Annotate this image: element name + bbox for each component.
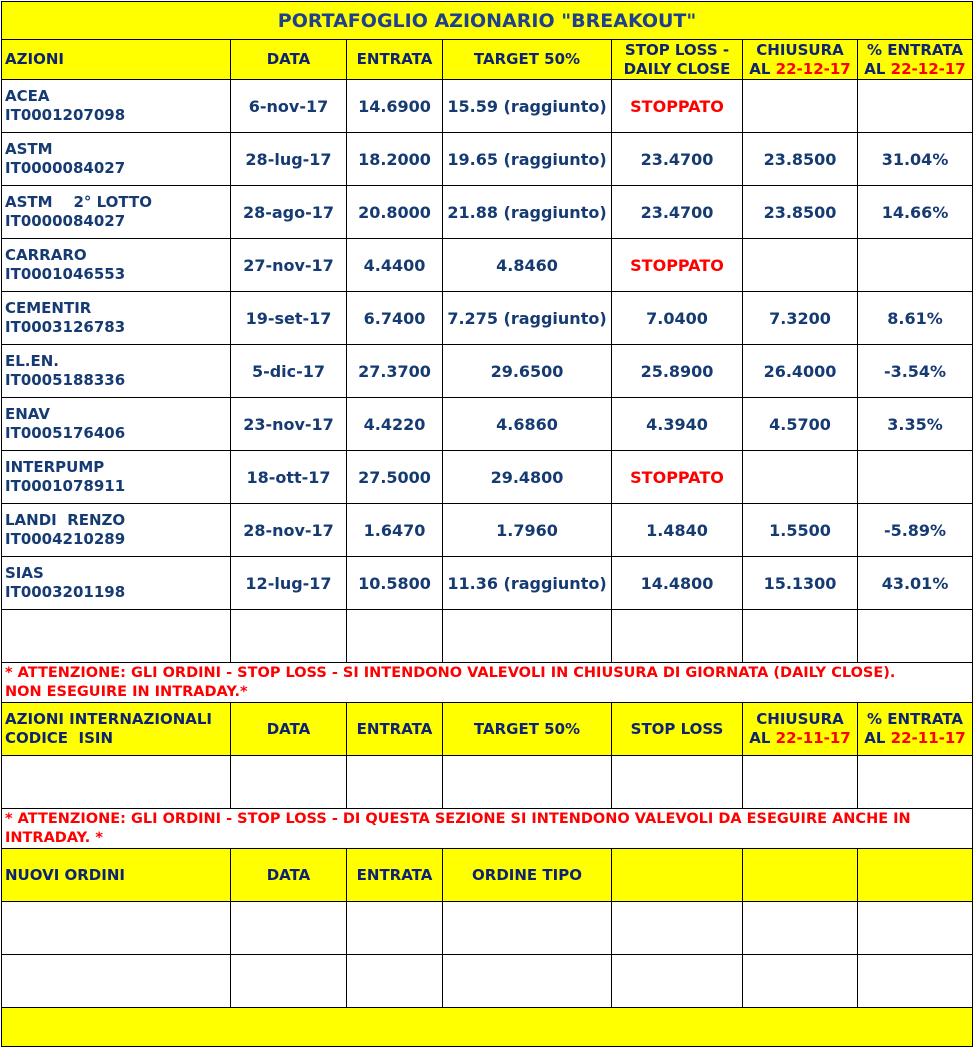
entry-date: 28-nov-17 [231,504,347,557]
perc-change [858,451,973,504]
perc-change: 8.61% [858,292,973,345]
stock-name-cell [2,398,231,451]
entry-price: 4.4220 [347,398,443,451]
target-price: 7.275 (raggiunto) [443,292,612,345]
header-intl-stop: STOP LOSS [612,703,743,756]
table-row [2,80,973,133]
table-row [2,345,973,398]
stock-name: ACEA [5,87,50,105]
close-price [743,451,858,504]
header-stop-loss [612,40,743,80]
close-price: 23.8500 [743,186,858,239]
empty-cell [231,902,347,955]
empty-cell [347,902,443,955]
stock-isin: IT0003201198 [5,583,126,601]
header-intl-perc-line2 [858,729,972,748]
header-intl-perc-line1: % ENTRATA [867,710,963,728]
perc-change: -3.54% [858,345,973,398]
header-chiusura-al: AL [749,59,776,78]
stock-name: INTERPUMP [5,458,105,476]
note-line: * ATTENZIONE: GLI ORDINI - STOP LOSS - SI INTENDONO VALEVOLI IN CHIUSURA DI GIORNATA (DAILY CLOSE). [5,664,896,681]
header-intl-line1: AZIONI INTERNAZIONALI [5,710,213,728]
header-perc-date: 22-12-17 [890,59,966,78]
note-row [2,663,973,703]
stop-loss: 7.0400 [612,292,743,345]
empty-cell [858,849,973,902]
orders-empty-row [2,955,973,1008]
note-row [2,809,973,849]
entry-date: 6-nov-17 [231,80,347,133]
target-price: 11.36 (raggiunto) [443,557,612,610]
target-price: 4.8460 [443,239,612,292]
empty-cell [443,610,612,663]
empty-cell [347,955,443,1008]
header-intl-chiusura-line1: CHIUSURA [756,710,844,728]
entry-price: 20.8000 [347,186,443,239]
stock-isin: IT0001078911 [5,477,126,495]
header-intl-perc-date: 22-11-17 [890,729,966,747]
empty-cell [612,902,743,955]
empty-cell [2,756,231,809]
table-row [2,186,973,239]
empty-cell [743,902,858,955]
header-orders-data: DATA [231,849,347,902]
empty-cell [443,955,612,1008]
empty-cell [347,756,443,809]
stock-name-cell [2,80,231,133]
perc-change: 31.04% [858,133,973,186]
header-stop-line2: DAILY CLOSE [623,59,731,78]
entry-date: 27-nov-17 [231,239,347,292]
entry-price: 4.4400 [347,239,443,292]
close-price [743,80,858,133]
empty-cell [231,955,347,1008]
stock-name-cell [2,239,231,292]
table-row [2,292,973,345]
entry-price: 10.5800 [347,557,443,610]
empty-cell [2,610,231,663]
stock-isin: IT0003126783 [5,318,126,336]
table-row [2,133,973,186]
stock-name: SIAS [5,564,44,582]
blank-row [2,610,973,663]
header-azioni: AZIONI [2,40,231,80]
perc-change: 14.66% [858,186,973,239]
stop-loss: 1.4840 [612,504,743,557]
note-line: NON ESEGUIRE IN INTRADAY.* [5,683,248,700]
empty-cell [858,902,973,955]
close-price: 23.8500 [743,133,858,186]
empty-cell [612,610,743,663]
header-intl-chiusura-date: 22-11-17 [775,729,851,747]
stop-loss: STOPPATO [612,239,743,292]
header-intl-entrata: ENTRATA [347,703,443,756]
perc-change [858,80,973,133]
header-perc-line2 [858,60,972,79]
header-nuovi-ordini: NUOVI ORDINI [2,849,231,902]
close-price: 1.5500 [743,504,858,557]
header-intl-data: DATA [231,703,347,756]
stock-name: LANDI RENZO [5,511,126,529]
header-intl-perc [858,703,973,756]
header-intl-perc-al: AL [864,729,891,747]
stock-name-cell [2,557,231,610]
footer-row [2,1008,973,1047]
stock-isin: IT0000084027 [5,159,126,177]
header-perc-al: AL [864,59,891,78]
header-intl-chiusura-line2 [743,729,857,748]
note-line: INTRADAY. * [5,829,103,846]
empty-cell [2,902,231,955]
target-price: 4.6860 [443,398,612,451]
entry-date: 28-lug-17 [231,133,347,186]
header-intl-chiusura [743,703,858,756]
entry-price: 1.6470 [347,504,443,557]
stock-name-cell [2,504,231,557]
table-row [2,504,973,557]
note-line: * ATTENZIONE: GLI ORDINI - STOP LOSS - DI QUESTA SEZIONE SI INTENDONO VALEVOLI DA ESEGUIRE ANCHE IN [5,810,911,827]
empty-cell [612,849,743,902]
header-chiusura [743,40,858,80]
entry-date: 5-dic-17 [231,345,347,398]
stock-name: ENAV [5,405,50,423]
empty-cell [743,756,858,809]
close-price: 4.5700 [743,398,858,451]
header-target: TARGET 50% [443,40,612,80]
empty-cell [858,756,973,809]
main-header-row [2,40,973,80]
attention-note-daily-close [2,663,973,703]
empty-cell [743,849,858,902]
close-price: 7.3200 [743,292,858,345]
header-perc-entrata [858,40,973,80]
close-price: 26.4000 [743,345,858,398]
header-orders-entrata: ENTRATA [347,849,443,902]
stock-isin: IT0004210289 [5,530,126,548]
header-data: DATA [231,40,347,80]
header-chiusura-line2 [743,60,857,79]
empty-cell [858,610,973,663]
stock-name-cell [2,292,231,345]
footer-bar [2,1008,973,1047]
stock-isin: IT0000084027 [5,212,126,230]
target-price: 1.7960 [443,504,612,557]
empty-cell [2,955,231,1008]
stop-loss: 4.3940 [612,398,743,451]
entry-price: 14.6900 [347,80,443,133]
orders-header-row [2,849,973,902]
stock-name-cell [2,345,231,398]
stop-loss: 25.8900 [612,345,743,398]
stock-name-cell [2,133,231,186]
header-perc-line1: % ENTRATA [867,40,963,59]
perc-change [858,239,973,292]
header-intl-chiusura-al: AL [749,729,776,747]
entry-date: 18-ott-17 [231,451,347,504]
entry-price: 6.7400 [347,292,443,345]
stop-loss: 23.4700 [612,186,743,239]
close-price [743,239,858,292]
empty-cell [443,756,612,809]
stock-name: CARRARO [5,246,87,264]
stock-isin: IT0001207098 [5,106,126,124]
perc-change: 3.35% [858,398,973,451]
stop-loss: 23.4700 [612,133,743,186]
stop-loss: 14.4800 [612,557,743,610]
target-price: 29.6500 [443,345,612,398]
stock-isin: IT0005188336 [5,371,126,389]
header-stop-line1: STOP LOSS - [624,40,730,59]
target-price: 29.4800 [443,451,612,504]
empty-cell [612,756,743,809]
page-title: PORTAFOGLIO AZIONARIO "BREAKOUT" [2,2,973,40]
empty-cell [743,955,858,1008]
entry-price: 27.3700 [347,345,443,398]
close-price: 15.1300 [743,557,858,610]
header-chiusura-line1: CHIUSURA [756,40,844,59]
entry-date: 12-lug-17 [231,557,347,610]
empty-cell [231,756,347,809]
header-chiusura-date: 22-12-17 [775,59,851,78]
empty-cell [612,955,743,1008]
entry-date: 19-set-17 [231,292,347,345]
header-entrata: ENTRATA [347,40,443,80]
entry-price: 18.2000 [347,133,443,186]
stock-isin: IT0005176406 [5,424,126,442]
stop-loss: STOPPATO [612,451,743,504]
intl-header-row [2,703,973,756]
stock-name-cell [2,186,231,239]
target-price: 15.59 (raggiunto) [443,80,612,133]
empty-cell [231,610,347,663]
header-intl-target: TARGET 50% [443,703,612,756]
stock-name: ASTM 2° LOTTO [5,193,152,211]
intl-empty-row [2,756,973,809]
entry-date: 23-nov-17 [231,398,347,451]
portfolio-table [1,1,973,1047]
table-row [2,239,973,292]
attention-note-intraday [2,809,973,849]
stop-loss: STOPPATO [612,80,743,133]
header-intl-line2: CODICE ISIN [5,729,114,747]
empty-cell [347,610,443,663]
empty-cell [858,955,973,1008]
empty-cell [743,610,858,663]
stock-name-cell [2,451,231,504]
header-intl-azioni [2,703,231,756]
empty-cell [443,902,612,955]
entry-date: 28-ago-17 [231,186,347,239]
entry-price: 27.5000 [347,451,443,504]
stock-name: ASTM [5,140,53,158]
table-row [2,398,973,451]
table-row [2,557,973,610]
target-price: 19.65 (raggiunto) [443,133,612,186]
stock-name: EL.EN. [5,352,60,370]
target-price: 21.88 (raggiunto) [443,186,612,239]
header-orders-tipo: ORDINE TIPO [443,849,612,902]
perc-change: -5.89% [858,504,973,557]
stock-isin: IT0001046553 [5,265,126,283]
perc-change: 43.01% [858,557,973,610]
table-row [2,451,973,504]
orders-empty-row [2,902,973,955]
stock-name: CEMENTIR [5,299,92,317]
